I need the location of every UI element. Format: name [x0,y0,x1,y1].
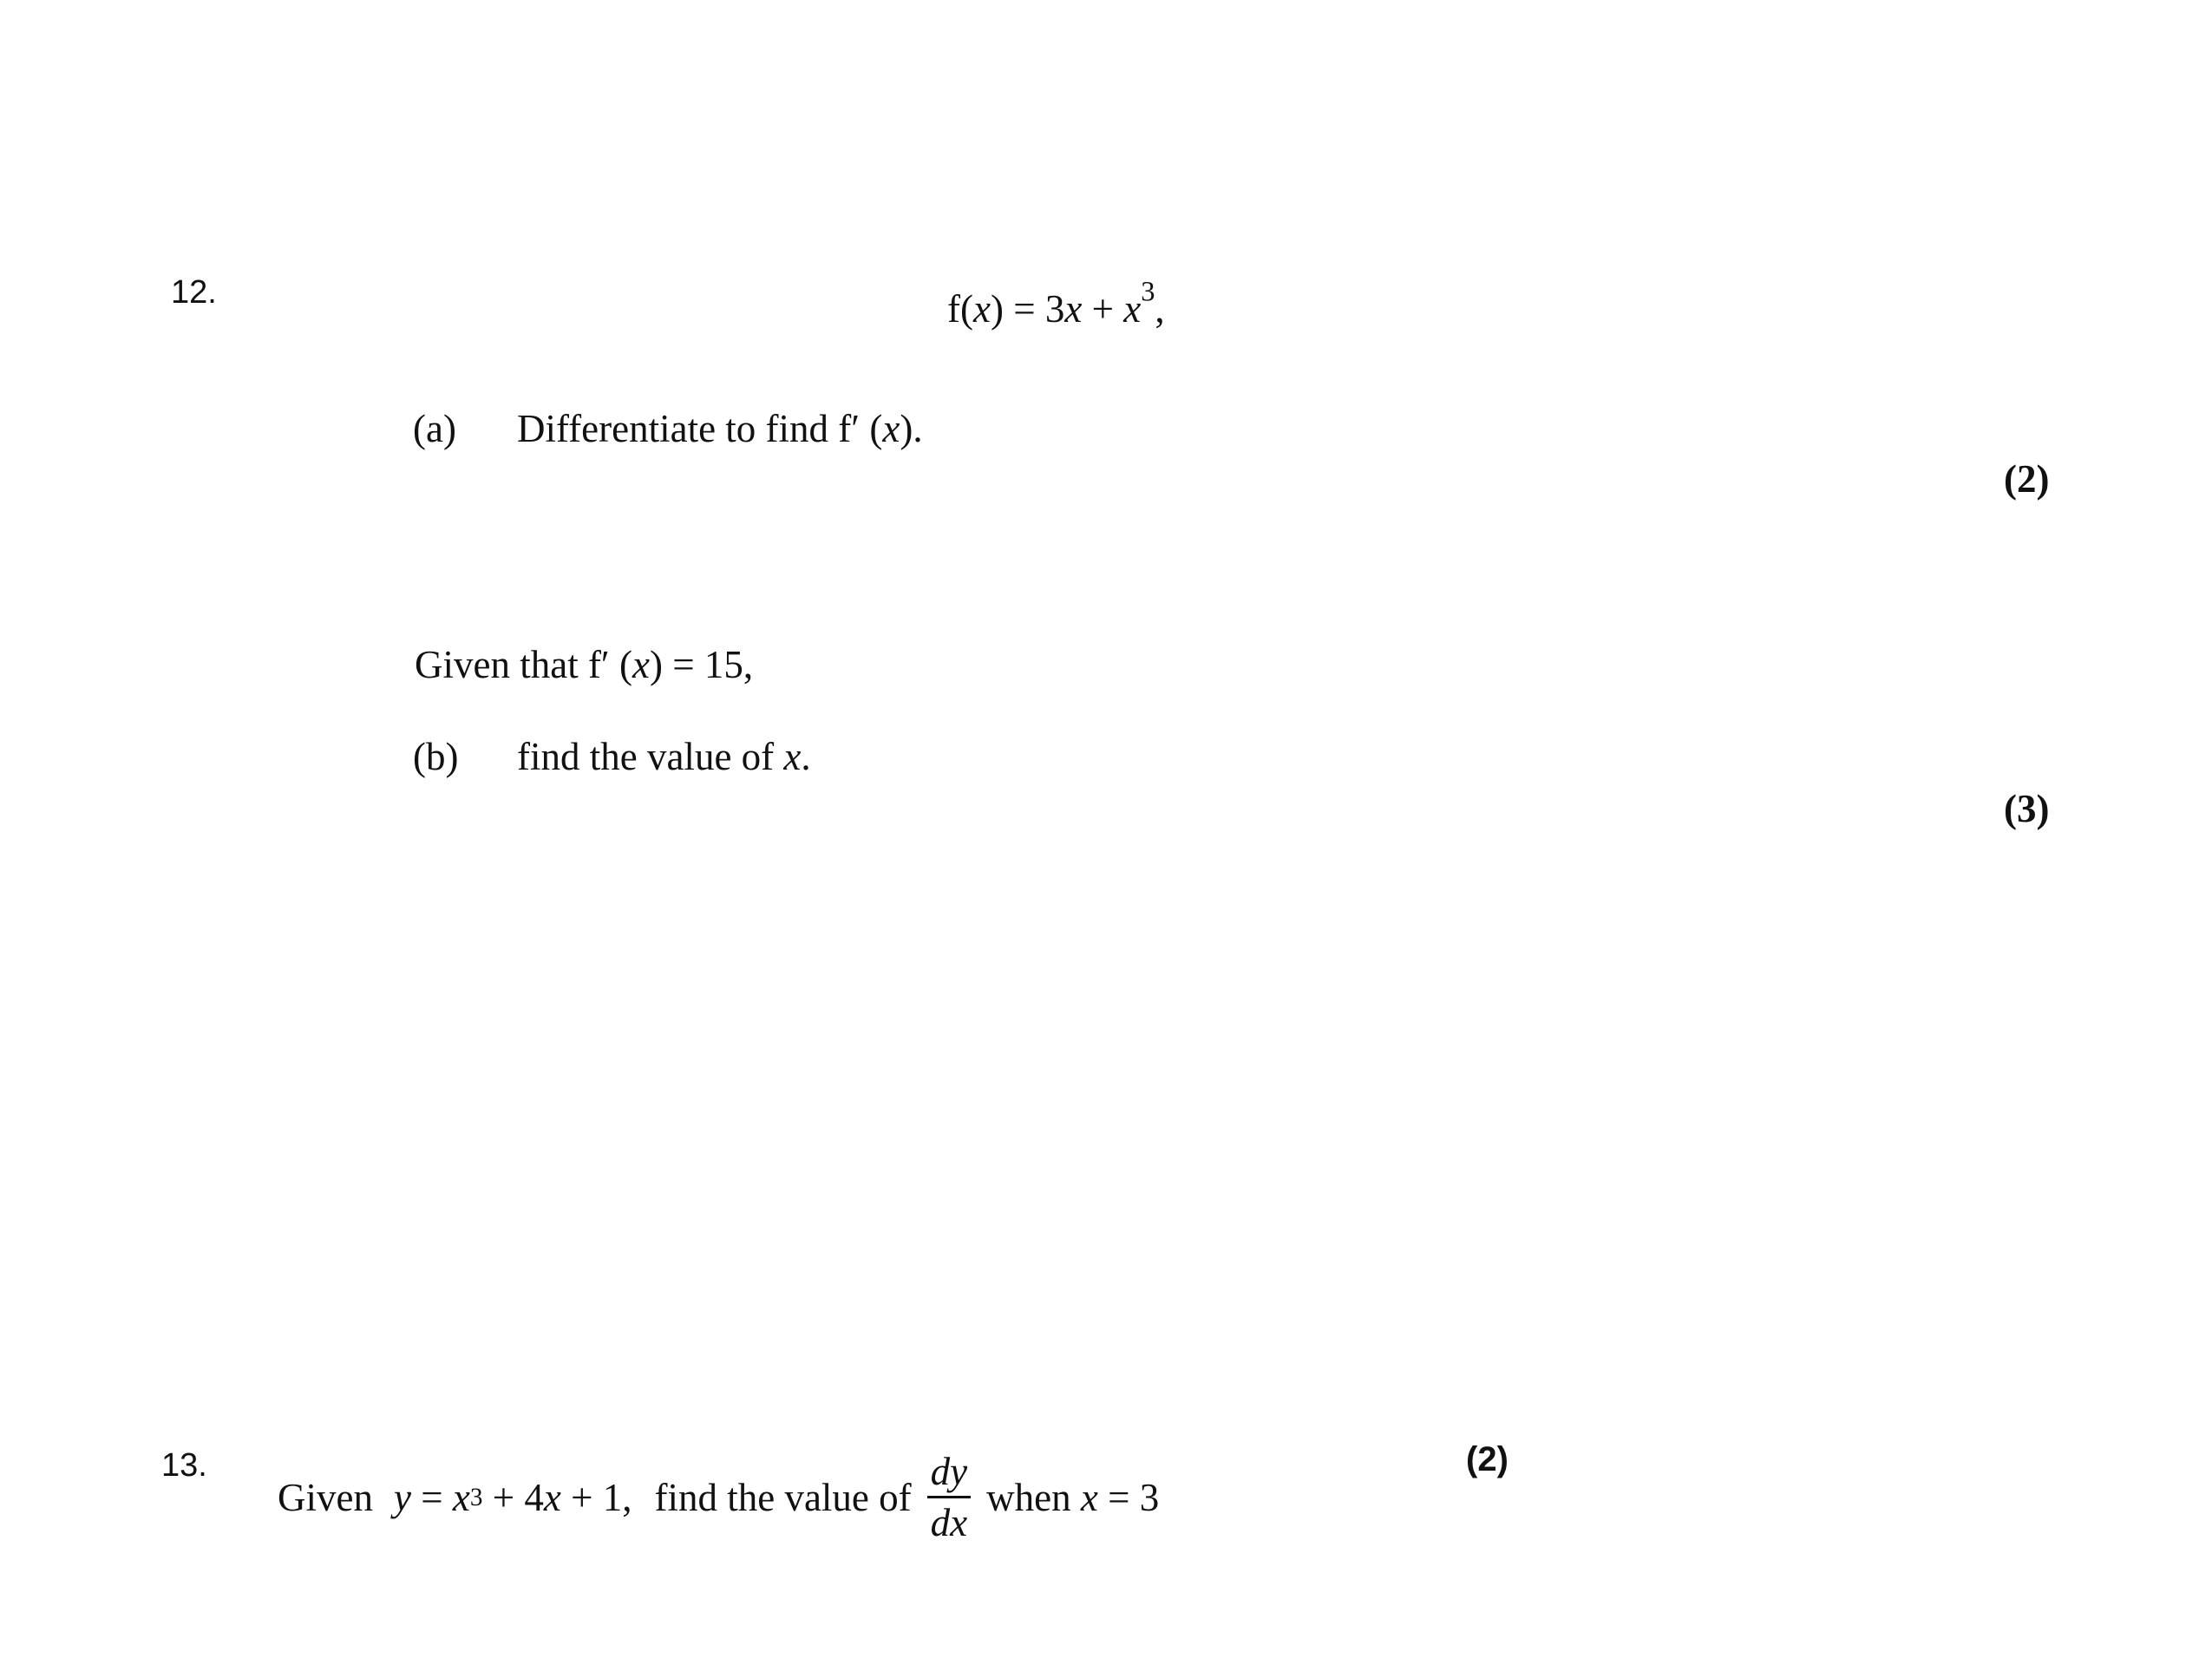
dy-dx-fraction [927,1449,971,1545]
part-a-text: Differentiate to find f′ ( [517,407,883,450]
part-a-tail: ). [900,407,923,450]
part-b-label: (b) [413,735,459,778]
function-power: 3 [1141,276,1155,308]
function-var-3: x [1123,287,1142,331]
function-var: x [972,287,991,331]
part-b [413,734,811,779]
q13-plus2: + 1, [560,1475,632,1519]
q13-find: find the value of [654,1475,912,1519]
q13-eq: = [410,1475,453,1519]
function-definition [947,276,1165,331]
part-a [413,406,923,451]
question-13-number: 13. [161,1447,207,1484]
function-lhs: f( [947,287,973,331]
q13-y: y [393,1475,411,1519]
part-a-marks: (2) [2004,457,2050,501]
part-b-text: find the value of [517,735,784,778]
function-rhs: ) = 3 [990,287,1065,331]
fraction-denominator: dx [930,1501,968,1544]
question-13-text: Given y = x 3 + 4 x + 1, find the value of $\frac{dy}{dx}$ when x = 3 [278,1450,1160,1544]
function-var-2: x [1064,287,1083,331]
q13-x1: x [452,1475,470,1519]
q13-x2: x [543,1475,561,1519]
q13-when-tail: = 3 [1097,1475,1160,1519]
question-13-marks: (2) [1466,1440,1508,1478]
q13-x3: x [1080,1475,1098,1519]
part-a-label: (a) [413,407,456,450]
given-var: x [632,643,650,686]
given-text: Given that f′ ( [415,643,633,686]
q13-given: Given [278,1475,373,1519]
part-a-var: x [882,407,900,450]
question-12-number: 12. [171,274,217,311]
given-tail: ) = 15, [650,643,754,686]
fraction-numerator: dy [930,1450,968,1493]
part-b-var: x [783,735,802,778]
function-plus: + [1082,287,1124,331]
given-condition [415,642,753,687]
function-tail: , [1155,287,1165,331]
q13-plus1: + 4 [482,1475,544,1519]
q13-when: when [986,1475,1081,1519]
part-b-marks: (3) [2004,787,2050,830]
part-b-tail: . [801,735,811,778]
